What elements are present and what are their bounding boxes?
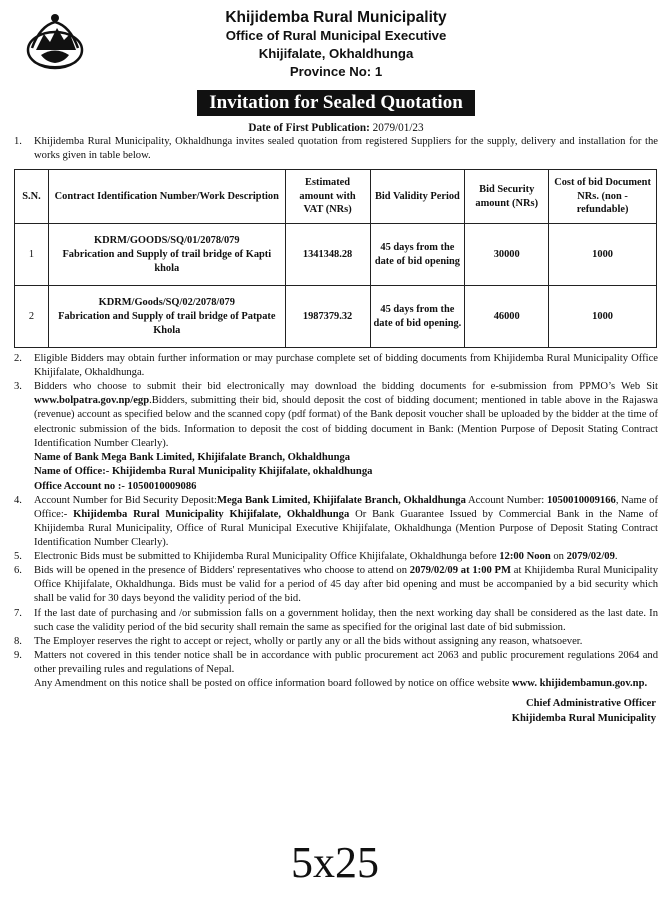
clause-6 [14,564,658,606]
clause-text: Bidders who choose to submit their bid electronically may download the bidding documents for e-submission from PPMO’s Web Sit [34,381,658,393]
office-name: Office of Rural Municipal Executive [225,28,447,43]
security-account-number: 1050010009166 [546,494,616,506]
signature-block [14,697,658,727]
cell-work-description [48,286,285,348]
clause-text: Or Bank Guarantee Issued by Commercial Bank in the Name of Khijidemba Rural Municipality, Office of Rural Municipal Executive Khijifalate, Okhaldhunga (Mention Purpose of Deposit Stating Contract Identification Number Clearly). [34,509,658,549]
office-account-number: Office Account no :- 1050010009086 [34,480,197,492]
publication-date-value: 2079/01/23 [372,122,424,134]
cell-amount: 1341348.28 [285,224,370,286]
work-description: Fabrication and Supply of trail bridge of Patpate Khola [58,310,276,336]
cell-amount: 1987379.32 [285,286,370,348]
contract-id: KDRM/Goods/SQ/02/2078/079 [98,296,235,308]
clause-text: . [614,551,618,563]
clause-1 [14,135,658,163]
header [14,0,658,92]
clause-text: Any Amendment on this notice shall be posted on office information board followed by notice on office website [34,677,512,689]
clause-9 [14,649,658,677]
clause-text: Account Number: [465,494,547,506]
works-table [14,169,657,348]
column-header: Contract Identification Number/Work Description [48,170,285,224]
clause-text: Khijidemba Rural Municipality, Okhaldhunga invites sealed quotation from registered Suppliers for the supply, delivery and installation for the works given in table below. [34,136,658,162]
notice-title-banner: Invitation for Sealed Quotation [197,90,475,116]
clause-text: The Employer reserves the right to accept or reject, wholly or partly any or all the bids without assigning any reason, whatsoever. [34,635,583,647]
table-row [15,286,657,348]
clause-2 [14,352,658,380]
office-name-bank: Name of Office:- Khijidemba Rural Municipality Khijifalate, okhaldhunga [34,466,373,478]
publication-date-label: Date of First Publication: [248,122,370,134]
cell-sn: 2 [15,286,49,348]
submission-time: 12:00 Noon [499,551,551,563]
clause-5 [14,550,658,564]
clause-8 [14,635,658,649]
clause-number: 9. [14,649,22,661]
clause-number: 7. [14,607,22,619]
cell-validity: 45 days from the date of bid opening [370,224,465,286]
clause-3 [14,380,658,450]
clause-text: Bids will be opened in the presence of Bidders' representatives who choose to attend on [34,565,410,577]
clause-number: 8. [14,635,22,647]
cell-sn: 1 [15,224,49,286]
ad-size-label: 5x25 [291,838,379,887]
office-website-link[interactable]: www. khijidembamun.gov.np. [512,677,648,689]
table-row [15,224,657,286]
column-header: Bid Security amount (NRs) [465,170,549,224]
municipality-name: Khijidemba Rural Municipality [225,9,447,26]
clause-7 [14,607,658,635]
clause-text: , Name of Office:- [34,494,658,520]
clause-text: Electronic Bids must be submitted to Khijidemba Rural Municipality Office Khijifalate, Okhaldhunga before [34,551,500,563]
nepal-emblem-icon [24,10,86,72]
egp-website-link[interactable]: www.bolpatra.gov.np/egp [34,395,150,407]
cell-security: 30000 [465,224,549,286]
clause-text: Account Number for Bid Security Deposit: [34,494,217,506]
bank-name: Name of Bank Mega Bank Limited, Khijifalate Branch, Okhaldhunga [34,451,351,463]
clause-text: Eligible Bidders may obtain further information or may purchase complete set of bidding documents from Khijidemba Rural Municipality Office Khijifalate, Okhaldhunga. [34,353,658,379]
signatory-org: Khijidemba Rural Municipality [511,712,656,724]
office-location: Khijifalate, Okhaldhunga [258,46,414,61]
submission-date: 2079/02/09 [566,551,615,563]
clause-number: 2. [14,353,22,365]
work-description: Fabrication and Supply of trail bridge of Kapti khola [62,248,272,274]
contract-id: KDRM/GOODS/SQ/01/2078/079 [94,234,240,246]
province: Province No: 1 [289,64,383,79]
clause-number: 3. [14,381,22,393]
clause-number: 6. [14,565,22,577]
bank-name: Mega Bank Limited, Khijifalate Branch, Okhaldhunga [216,494,466,506]
clause-text: .Bidders, submitting their bid, should deposit the cost of bidding document; mentioned in table above in the Rajaswa (revenue) account as specified below and the scanned copy (pdf format) of the Bank deposit voucher shall be uploaded by the bidder at the time of electronic submission of the bids. Information to deposit the cost of bidding document in Bank: (Mention Purpose of Deposit Stating Contract Identification Number Clearly). [34,395,658,449]
table-header-row [15,170,657,224]
column-header: Cost of bid Document NRs. (non -refundable) [549,170,657,224]
opening-datetime: 2079/02/09 at 1:00 PM [409,565,512,577]
clause-text: If the last date of purchasing and /or submission falls on a government holiday, then the next working day shall be considered as the last date. In such case the validity period of the bid security shall remain the same as specified for the original last date of bid submission. [34,607,658,633]
column-header: Bid Validity Period [370,170,465,224]
clause-text: Matters not covered in this tender notice shall be in accordance with public procurement act 2063 and public procurement regulations 2064 and other prevailing rules and regulations of Nepal. [34,649,658,675]
cell-cost: 1000 [549,286,657,348]
clause-text: on [550,551,567,563]
amendment-note [14,677,658,691]
cell-cost: 1000 [549,224,657,286]
cell-validity: 45 days from the date of bid opening. [370,286,465,348]
clause-number: 5. [14,551,22,563]
signatory-title: Chief Administrative Officer [525,698,656,710]
clause-number: 1. [14,136,22,147]
column-header: Estimated amount with VAT (NRs) [285,170,370,224]
cell-work-description [48,224,285,286]
bank-details [14,451,658,494]
publication-date [14,121,658,135]
clause-4 [14,494,658,550]
cell-security: 46000 [465,286,549,348]
clause-number: 4. [14,494,22,506]
office-name-bank: Khijidemba Rural Municipality Khijifalate, Okhaldhunga [73,509,350,520]
column-header: S.N. [15,170,49,224]
clause-text: at Khijidemba Rural Municipality Office Khijifalate, Okhaldhunga. Bids must be valid for a period of 45 day after bid opening and must be accompanied by a bid security which shall be valid for 30 days beyond the validity period of the bid. [34,565,659,605]
